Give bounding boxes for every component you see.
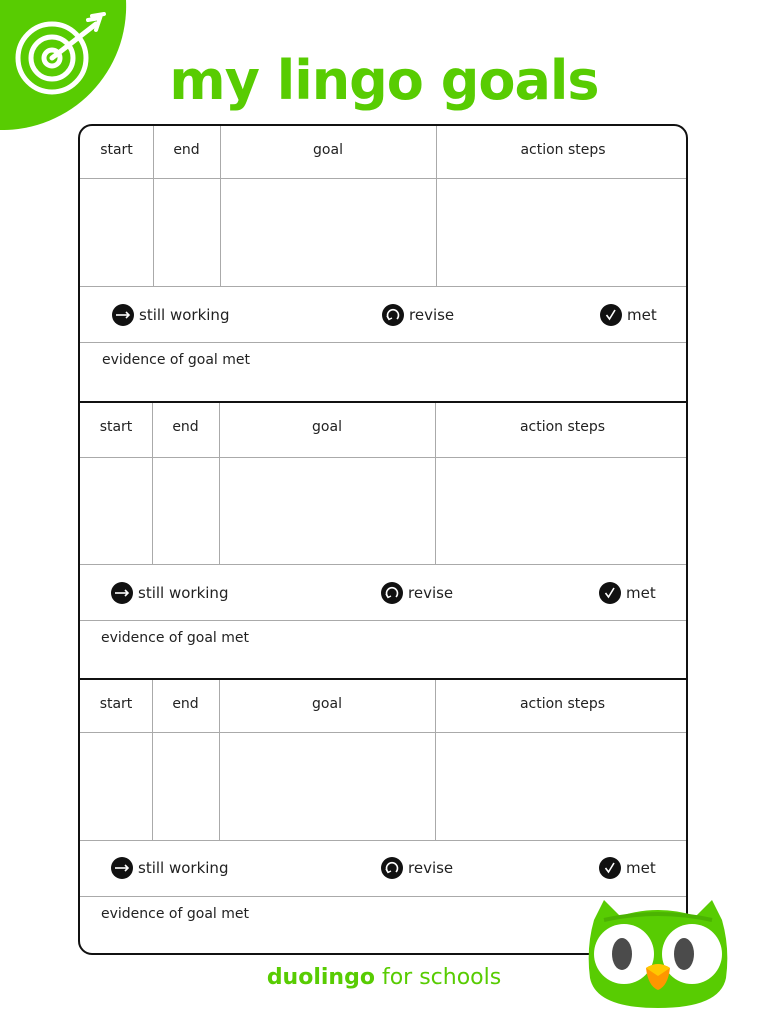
evidence-label: evidence of goal met xyxy=(101,630,249,646)
status-label: met xyxy=(626,859,656,877)
status-revise[interactable] xyxy=(382,287,454,343)
goal-block-2 xyxy=(80,401,686,680)
status-label: revise xyxy=(408,584,454,602)
status-label: still working xyxy=(139,306,230,324)
status-met[interactable] xyxy=(599,565,656,621)
evidence-label: evidence of goal met xyxy=(101,906,249,922)
column-end: end xyxy=(172,696,199,712)
column-goal: goal xyxy=(312,419,342,435)
column-action-steps: action steps xyxy=(519,419,606,435)
status-label: met xyxy=(626,584,656,602)
evidence-label: evidence of goal met xyxy=(102,352,250,368)
column-action-steps: action steps xyxy=(519,696,606,712)
revise-circle-icon xyxy=(381,582,403,604)
column-start: start xyxy=(99,696,133,712)
column-action-steps: action steps xyxy=(520,142,606,158)
status-row xyxy=(80,565,686,621)
revise-circle-icon xyxy=(381,857,403,879)
goal-block-1 xyxy=(80,126,686,403)
page-title: my lingo goals xyxy=(169,49,599,112)
revise-circle-icon xyxy=(382,304,404,326)
check-circle-icon xyxy=(600,304,622,326)
column-end: end xyxy=(172,419,199,435)
column-goal: goal xyxy=(313,142,343,158)
status-met[interactable] xyxy=(599,840,656,896)
status-label: revise xyxy=(408,859,454,877)
column-start: start xyxy=(99,419,133,435)
arrow-right-circle-icon xyxy=(111,857,133,879)
status-revise[interactable] xyxy=(381,565,453,621)
column-end: end xyxy=(173,142,200,158)
status-revise[interactable] xyxy=(381,840,453,896)
status-row xyxy=(80,840,686,896)
brand-suffix: for schools xyxy=(374,965,502,990)
column-start: start xyxy=(100,142,133,158)
status-met[interactable] xyxy=(600,287,657,343)
status-still-working[interactable] xyxy=(111,840,228,896)
status-still-working[interactable] xyxy=(111,565,228,621)
arrow-right-circle-icon xyxy=(111,582,133,604)
status-still-working[interactable] xyxy=(112,287,229,343)
column-goal: goal xyxy=(312,696,342,712)
arrow-right-circle-icon xyxy=(112,304,134,326)
brand-name: duolingo xyxy=(266,965,375,990)
status-label: still working xyxy=(138,584,229,602)
status-row xyxy=(80,287,686,343)
check-circle-icon xyxy=(599,857,621,879)
goals-sheet xyxy=(78,124,688,955)
footer-brand xyxy=(0,965,768,990)
owl-mascot-icon xyxy=(586,898,730,1008)
status-label: still working xyxy=(138,859,229,877)
status-label: revise xyxy=(409,306,455,324)
status-label: met xyxy=(627,306,657,324)
check-circle-icon xyxy=(599,582,621,604)
